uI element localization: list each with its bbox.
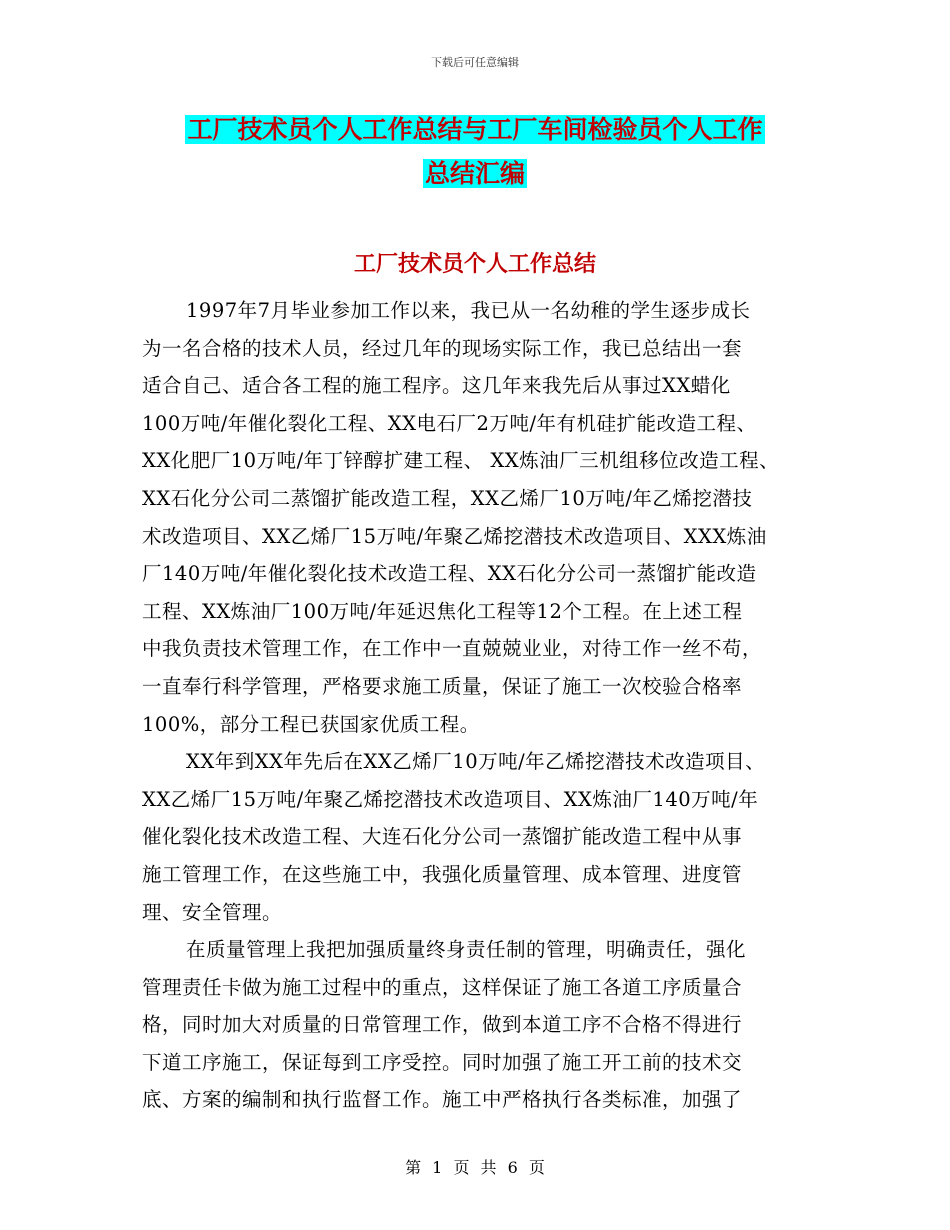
- text-line: 1997年7月毕业参加工作以来，我已从一名幼稚的学生逐步成长: [186, 299, 751, 322]
- text-line: 厂140万吨/年催化裂化技术改造工程、XX石化分公司一蒸馏扩能改造: [142, 562, 757, 586]
- text-line: 100万吨/年催化裂化工程、XX电石厂2万吨/年有机硅扩能改造工程、: [142, 411, 757, 435]
- section-title: 工厂技术员个人工作总结: [353, 252, 596, 277]
- text-line: XX化肥厂10万吨/年丁锌醇扩建工程、 XX炼油厂三机组移位改造工程、: [142, 449, 780, 473]
- text-line: XX乙烯厂15万吨/年聚乙烯挖潜技术改造项目、XX炼油厂140万吨/年: [142, 787, 759, 811]
- text-line: 适合自己、适合各工程的施工程序。这几年来我先后从事过XX蜡化: [142, 374, 731, 398]
- text-line: 术改造项目、XX乙烯厂15万吨/年聚乙烯挖潜技术改造项目、XXX炼油: [142, 524, 767, 548]
- text-line: 格，同时加大对质量的日常管理工作，做到本道工序不合格不得进行: [142, 1013, 743, 1037]
- document-title-line-1: [0, 112, 950, 148]
- header-note: 下载后可任意编辑: [431, 56, 519, 69]
- text-line: 工程、XX炼油厂100万吨/年延迟焦化工程等12个工程。在上述工程: [142, 599, 743, 623]
- text-line: 理、安全管理。: [142, 900, 283, 924]
- document-title-line-2: [0, 156, 950, 192]
- text-line: 催化裂化技术改造工程、大连石化分公司一蒸馏扩能改造工程中从事: [142, 825, 743, 849]
- document-title-highlight-1: 工厂技术员个人工作总结与工厂车间检验员个人工作: [187, 115, 763, 144]
- text-line: 底、方案的编制和执行监督工作。施工中严格执行各类标准，加强了: [142, 1088, 743, 1112]
- text-line: XX年到XX年先后在XX乙烯厂10万吨/年乙烯挖潜技术改造项目、: [186, 750, 766, 774]
- text-line: 中我负责技术管理工作，在工作中一直兢兢业业，对待工作一丝不苟，: [142, 637, 763, 661]
- page-footer: 第 1 页 共 6 页: [405, 1158, 545, 1177]
- text-line: 下道工序施工，保证每到工序受控。同时加强了施工开工前的技术交: [142, 1050, 743, 1074]
- text-line: 一直奉行科学管理，严格要求施工质量，保证了施工一次校验合格率: [142, 674, 743, 698]
- document-title-highlight-2: 总结汇编: [424, 159, 525, 188]
- text-line: XX石化分公司二蒸馏扩能改造工程，XX乙烯厂10万吨/年乙烯挖潜技: [142, 486, 753, 510]
- text-line: 在质量管理上我把加强质量终身责任制的管理，明确责任，强化: [186, 938, 747, 962]
- text-line: 施工管理工作，在这些施工中，我强化质量管理、成本管理、进度管: [142, 862, 743, 886]
- text-line: 100%，部分工程已获国家优质工程。: [142, 712, 480, 736]
- body-text: [142, 296, 822, 1123]
- text-line: 为一名合格的技术人员，经过几年的现场实际工作，我已总结出一套: [142, 336, 743, 360]
- text-line: 管理责任卡做为施工过程中的重点，这样保证了施工各道工序质量合: [142, 975, 743, 999]
